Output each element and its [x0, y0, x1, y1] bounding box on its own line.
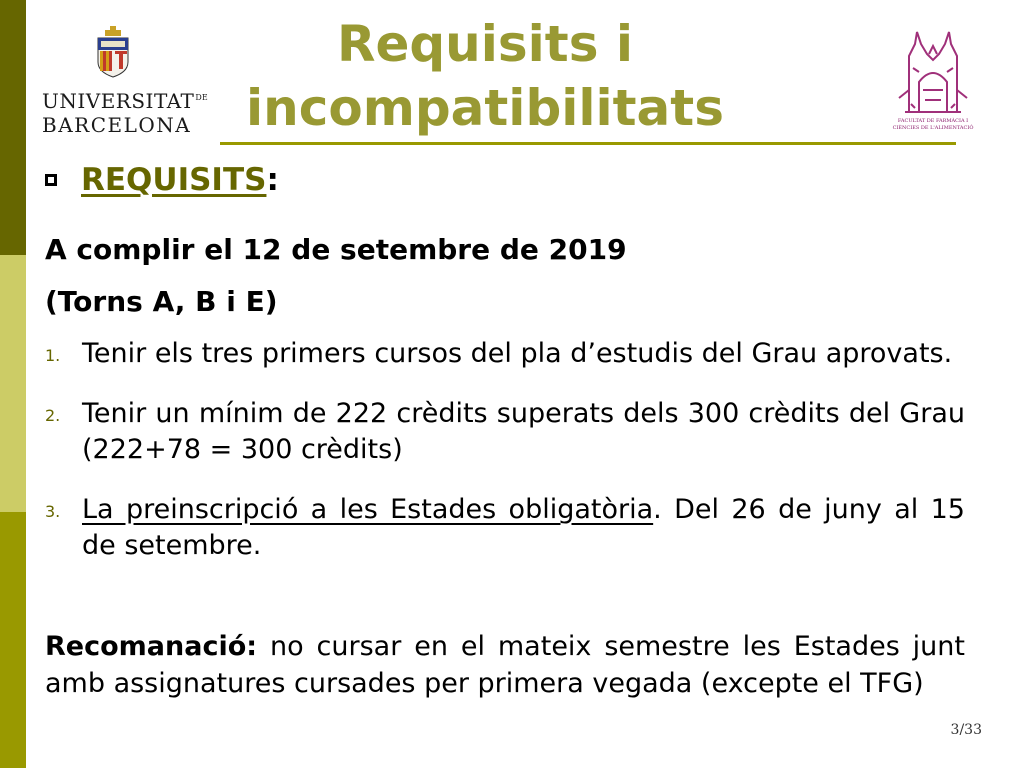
page-number: 3/33 [950, 722, 982, 738]
university-name-de: DE [195, 93, 208, 102]
faculty-name [890, 118, 976, 132]
requirement-number: 3. [45, 502, 61, 521]
recommendation-text: no cursar en el mateix semestre les Estades junt amb assignatures cursades per primera vegada (excepte el TFG) [45, 631, 965, 699]
slide-title [200, 12, 770, 140]
side-band-middle [0, 255, 26, 512]
requisits-heading-colon: : [266, 162, 279, 198]
deadline-block [45, 224, 627, 328]
requirement-text: . Del 26 de juny al 15 de setembre. [82, 494, 965, 561]
requirement-text: Tenir els tres primers cursos del pla d’estudis del Grau aprovats. [82, 338, 953, 369]
requirement-text-underlined: La preinscripció a les Estades obligatòria [82, 494, 654, 525]
slide-title-line2: incompatibilitats [246, 79, 724, 137]
university-name-line1: UNIVERSITAT [42, 89, 195, 113]
side-band-top [0, 0, 26, 255]
requisits-bullet-row [45, 160, 279, 200]
side-band-bottom [0, 512, 26, 768]
requirement-item-3 [45, 492, 965, 564]
faculty-name-line1: FACULTAT DE FARMÀCIA I [897, 118, 969, 124]
faculty-logo [893, 26, 973, 132]
title-underline-rule [220, 142, 956, 145]
university-name [42, 86, 208, 137]
slide-title-line1: Requisits i [336, 15, 634, 73]
requirement-text: Tenir un mínim de 222 crèdits superats dels 300 crèdits del Grau (222+78 = 300 crèdits) [82, 398, 965, 465]
hollow-square-bullet-icon [45, 174, 57, 186]
requirements-list [45, 336, 965, 588]
faculty-name-line2: CIÈNCIES DE L'ALIMENTACIÓ [892, 125, 974, 131]
deadline-shifts: (Torns A, B i E) [45, 285, 278, 318]
recommendation-label: Recomanació: [45, 631, 258, 662]
deadline-date: A complir el 12 de setembre de 2019 [45, 233, 627, 266]
requisits-heading [81, 162, 279, 198]
requisits-heading-text: REQUISITS [81, 162, 267, 198]
requirement-number: 2. [45, 406, 61, 425]
recommendation-paragraph [45, 628, 965, 702]
requirement-item-2 [45, 396, 965, 468]
faculty-building-icon [893, 26, 973, 118]
university-name-line2: BARCELONA [42, 113, 192, 137]
requirement-item-1 [45, 336, 965, 372]
university-logo [42, 26, 208, 137]
ub-crest-icon [95, 26, 131, 78]
requirement-number: 1. [45, 346, 61, 365]
